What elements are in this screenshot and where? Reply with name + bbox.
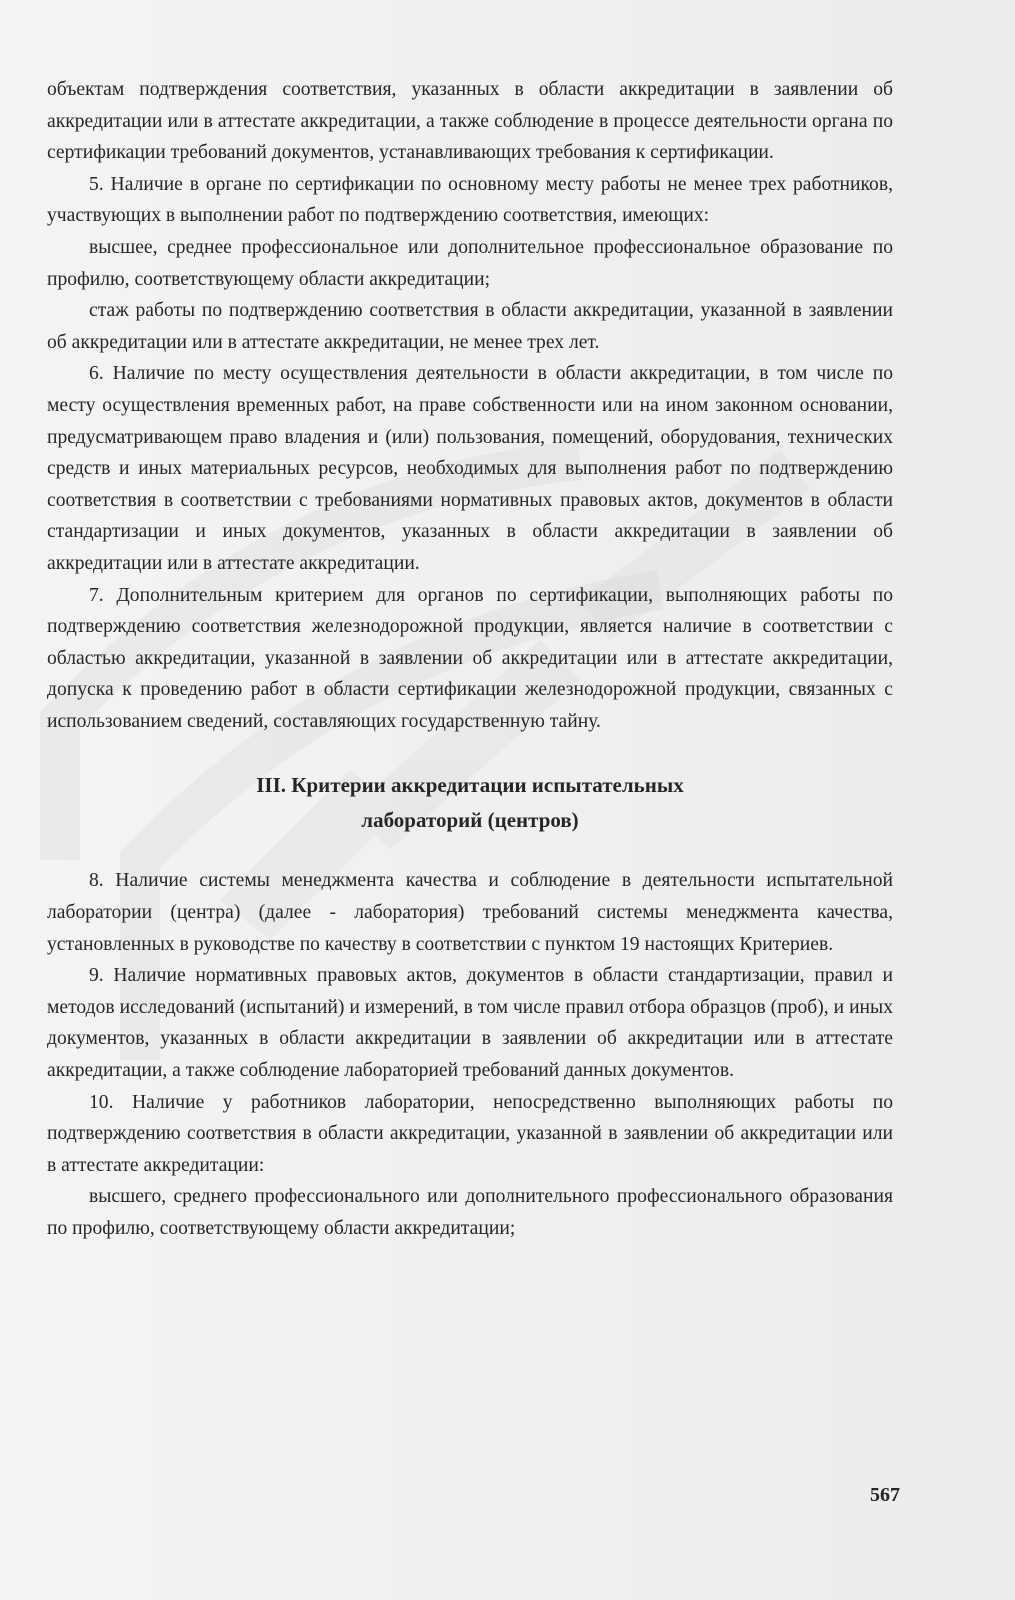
document-body [47, 74, 893, 1245]
paragraph-continuation: объектам подтверждения соответствия, указанных в области аккредитации в заявлении об аккредитации или в аттестате аккредитации, а также соблюдение в процессе деятельности органа по сертификации требований документов, устанавливающих требования к сертификации. [47, 79, 893, 164]
paragraph-item-5-experience: стаж работы по подтверждению соответствия в области аккредитации, указанной в заявлении об аккредитации или в аттестате аккредитации, не менее трех лет. [47, 300, 893, 353]
paragraph-item-9: 9. Наличие нормативных правовых актов, документов в области стандартизации, правил и методов исследований (испытаний) и измерений, в том числе правил отбора образцов (проб), и иных документов, указанных в области аккредитации в заявлении об аккредитации или в аттестате аккредитации, а также соблюдение лабораторией требований данных документов. [47, 965, 893, 1082]
paragraph-item-10-education: высшего, среднего профессионального или дополнительного профессионального образования по профилю, соответствующему области аккредитации; [47, 1186, 893, 1239]
paragraph-item-8: 8. Наличие системы менеджмента качества и соблюдение в деятельности испытательной лаборатории (центра) (далее - лаборатория) требований системы менеджмента качества, установленных в руководстве по качеству в соответствии с пунктом 19 настоящих Критериев. [47, 870, 893, 955]
section-heading-line-1: III. Критерии аккредитации испытательных [256, 773, 684, 798]
paragraph-item-10: 10. Наличие у работников лаборатории, непосредственно выполняющих работы по подтверждению соответствия в области аккредитации, указанной в заявлении об аккредитации или в аттестате аккредитации: [47, 1091, 893, 1176]
section-heading-line-2: лабораторий (центров) [361, 808, 579, 833]
paragraph-item-6: 6. Наличие по месту осуществления деятельности в области аккредитации, в том числе по месту осуществления временных работ, на праве собственности или на ином законном основании, предусматривающем право владения и (или) пользования, помещений, оборудования, технических средств и иных материальных ресурсов, необходимых для выполнения работ по подтверждению соответствия в соответствии с требованиями нормативных правовых актов, документов в области стандартизации и иных документов, указанных в области аккредитации в заявлении об аккредитации или в аттестате аккредитации. [47, 363, 893, 574]
paragraph-item-5-education: высшее, среднее профессиональное или дополнительное профессиональное образование по профилю, соответствующему области аккредитации; [47, 236, 893, 290]
section-heading [47, 768, 893, 838]
paragraph-item-5: 5. Наличие в органе по сертификации по основному месту работы не менее трех работников, участвующих в выполнении работ по подтверждению соответствия, имеющих: [47, 173, 893, 227]
paragraph-item-7: 7. Дополнительным критерием для органов по сертификации, выполняющих работы по подтверждению соответствия железнодорожной продукции, является наличие в соответствии с областью аккредитации, указанной в заявлении об аккредитации или в аттестате аккредитации, допуска к проведению работ в области сертификации железнодорожной продукции, связанных с использованием сведений, составляющих государственную тайну. [47, 584, 893, 732]
page-number: 567 [870, 1484, 900, 1506]
